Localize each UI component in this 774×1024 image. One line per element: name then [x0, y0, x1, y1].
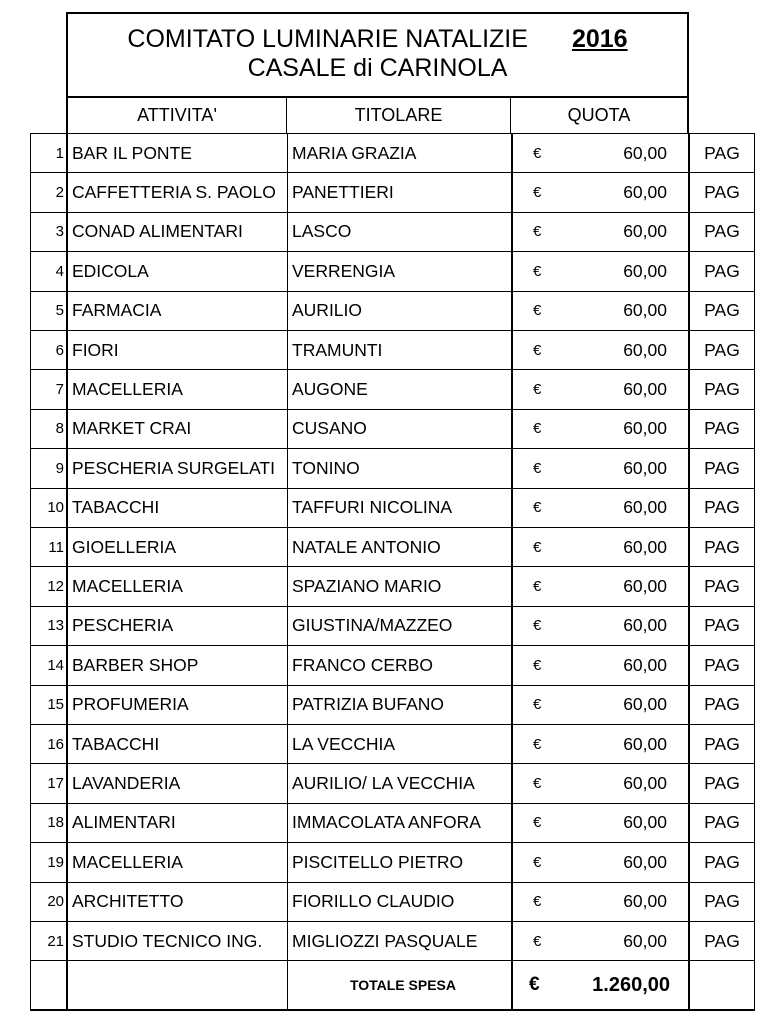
title-year: 2016	[571, 25, 628, 53]
owner-cell: LA VECCHIA	[287, 725, 511, 764]
title-line-2: CASALE di CARINOLA	[247, 54, 508, 82]
quota-amount: 60,00	[623, 536, 667, 557]
row-number: 19	[30, 843, 66, 882]
quota-cell	[511, 134, 688, 173]
owner-cell: AURILIO/ LA VECCHIA	[287, 764, 511, 803]
euro-symbol: €	[533, 381, 542, 399]
activity-cell: BAR IL PONTE	[66, 134, 287, 173]
euro-symbol: €	[533, 420, 542, 438]
euro-symbol: €	[529, 974, 540, 996]
quota-amount: 60,00	[623, 221, 667, 242]
euro-symbol: €	[533, 775, 542, 793]
euro-symbol: €	[533, 499, 542, 517]
table-row	[30, 331, 755, 370]
euro-symbol: €	[533, 341, 542, 359]
activity-cell: CAFFETTERIA S. PAOLO	[66, 173, 287, 212]
euro-symbol: €	[533, 184, 542, 202]
total-status-cell	[688, 961, 755, 1011]
payment-status: PAG	[688, 489, 755, 528]
owner-cell: LASCO	[287, 213, 511, 252]
table-row	[30, 134, 755, 173]
euro-symbol: €	[533, 223, 542, 241]
committee-title: COMITATO LUMINARIE NATALIZIE	[127, 25, 528, 53]
row-number: 13	[30, 607, 66, 646]
header-quota: QUOTA	[510, 97, 689, 134]
activity-cell: PROFUMERIA	[66, 686, 287, 725]
quota-amount: 60,00	[623, 615, 667, 636]
quota-amount: 60,00	[623, 260, 667, 281]
row-number: 4	[30, 252, 66, 291]
owner-cell: PATRIZIA BUFANO	[287, 686, 511, 725]
table-row	[30, 410, 755, 449]
row-number: 1	[30, 134, 66, 173]
quota-cell	[511, 686, 688, 725]
quota-cell	[511, 646, 688, 685]
payment-status: PAG	[688, 567, 755, 606]
row-number: 6	[30, 331, 66, 370]
euro-symbol: €	[533, 617, 542, 635]
table-row	[30, 292, 755, 331]
activity-cell: CONAD ALIMENTARI	[66, 213, 287, 252]
row-number: 15	[30, 686, 66, 725]
table-row	[30, 489, 755, 528]
quota-cell	[511, 489, 688, 528]
table-row	[30, 843, 755, 882]
euro-symbol: €	[533, 932, 542, 950]
row-number: 16	[30, 725, 66, 764]
owner-cell: PANETTIERI	[287, 173, 511, 212]
total-quota-cell	[511, 961, 688, 1011]
quota-amount: 60,00	[623, 379, 667, 400]
activity-cell: ARCHITETTO	[66, 883, 287, 922]
table-row	[30, 252, 755, 291]
table-row	[30, 567, 755, 606]
quota-amount: 60,00	[623, 339, 667, 360]
payment-status: PAG	[688, 843, 755, 882]
payment-status: PAG	[688, 922, 755, 961]
row-number: 12	[30, 567, 66, 606]
table-row	[30, 883, 755, 922]
header-owner: TITOLARE	[286, 97, 511, 134]
payment-status: PAG	[688, 725, 755, 764]
owner-cell: FIORILLO CLAUDIO	[287, 883, 511, 922]
activity-cell: ALIMENTARI	[66, 804, 287, 843]
quota-cell	[511, 764, 688, 803]
quota-cell	[511, 173, 688, 212]
payment-status: PAG	[688, 686, 755, 725]
table-row	[30, 686, 755, 725]
table-row	[30, 173, 755, 212]
euro-symbol: €	[533, 262, 542, 280]
quota-amount: 60,00	[623, 418, 667, 439]
total-row	[30, 961, 755, 1011]
owner-cell: CUSANO	[287, 410, 511, 449]
activity-cell: FIORI	[66, 331, 287, 370]
owner-cell: NATALE ANTONIO	[287, 528, 511, 567]
quota-cell	[511, 449, 688, 488]
table-row	[30, 764, 755, 803]
quota-amount: 60,00	[623, 851, 667, 872]
table-row	[30, 804, 755, 843]
owner-cell: TRAMUNTI	[287, 331, 511, 370]
total-label: TOTALE SPESA	[287, 961, 511, 1011]
quota-cell	[511, 370, 688, 409]
quota-amount: 60,00	[623, 812, 667, 833]
activity-cell: LAVANDERIA	[66, 764, 287, 803]
activity-cell: MACELLERIA	[66, 370, 287, 409]
activity-cell: TABACCHI	[66, 489, 287, 528]
owner-cell: MIGLIOZZI PASQUALE	[287, 922, 511, 961]
owner-cell: VERRENGIA	[287, 252, 511, 291]
quota-amount: 60,00	[623, 930, 667, 951]
quota-cell	[511, 213, 688, 252]
table-row	[30, 213, 755, 252]
total-number-cell	[30, 961, 66, 1011]
payment-status: PAG	[688, 764, 755, 803]
euro-symbol: €	[533, 696, 542, 714]
payment-status: PAG	[688, 331, 755, 370]
payment-status: PAG	[688, 646, 755, 685]
activity-cell: PESCHERIA	[66, 607, 287, 646]
euro-symbol: €	[533, 302, 542, 320]
quota-cell	[511, 528, 688, 567]
quota-cell	[511, 410, 688, 449]
quota-amount: 60,00	[623, 497, 667, 518]
activity-cell: MACELLERIA	[66, 843, 287, 882]
euro-symbol: €	[533, 893, 542, 911]
quota-cell	[511, 843, 688, 882]
payment-status: PAG	[688, 607, 755, 646]
table-row	[30, 449, 755, 488]
quota-amount: 60,00	[623, 142, 667, 163]
row-number: 18	[30, 804, 66, 843]
payment-status: PAG	[688, 528, 755, 567]
table-row	[30, 370, 755, 409]
table-row	[30, 922, 755, 961]
row-number: 2	[30, 173, 66, 212]
activity-cell: FARMACIA	[66, 292, 287, 331]
title-line-1	[68, 25, 687, 54]
payment-status: PAG	[688, 213, 755, 252]
euro-symbol: €	[533, 853, 542, 871]
owner-cell: IMMACOLATA ANFORA	[287, 804, 511, 843]
row-number: 9	[30, 449, 66, 488]
payment-status: PAG	[688, 173, 755, 212]
quota-cell	[511, 292, 688, 331]
activity-cell: MARKET CRAI	[66, 410, 287, 449]
quota-cell	[511, 725, 688, 764]
quota-amount: 60,00	[623, 654, 667, 675]
row-number: 21	[30, 922, 66, 961]
quota-cell	[511, 567, 688, 606]
euro-symbol: €	[533, 735, 542, 753]
quota-amount: 60,00	[623, 773, 667, 794]
quota-cell	[511, 331, 688, 370]
header-activity: ATTIVITA'	[66, 97, 287, 134]
quota-cell	[511, 922, 688, 961]
payment-status: PAG	[688, 449, 755, 488]
euro-symbol: €	[533, 459, 542, 477]
payment-status: PAG	[688, 292, 755, 331]
owner-cell: TAFFURI NICOLINA	[287, 489, 511, 528]
activity-cell: GIOELLERIA	[66, 528, 287, 567]
activity-cell: STUDIO TECNICO ING.	[66, 922, 287, 961]
owner-cell: MARIA GRAZIA	[287, 134, 511, 173]
quota-amount: 60,00	[623, 891, 667, 912]
euro-symbol: €	[533, 656, 542, 674]
quota-amount: 60,00	[623, 182, 667, 203]
row-number: 14	[30, 646, 66, 685]
owner-cell: FRANCO CERBO	[287, 646, 511, 685]
row-number: 11	[30, 528, 66, 567]
payment-status: PAG	[688, 883, 755, 922]
activity-cell: EDICOLA	[66, 252, 287, 291]
activity-cell: PESCHERIA SURGELATI	[66, 449, 287, 488]
activity-cell: TABACCHI	[66, 725, 287, 764]
quota-cell	[511, 804, 688, 843]
row-number: 17	[30, 764, 66, 803]
table-row	[30, 528, 755, 567]
row-number: 20	[30, 883, 66, 922]
owner-cell: SPAZIANO MARIO	[287, 567, 511, 606]
quota-amount: 60,00	[623, 694, 667, 715]
owner-cell: AURILIO	[287, 292, 511, 331]
quota-cell	[511, 607, 688, 646]
table-row	[30, 725, 755, 764]
row-number: 3	[30, 213, 66, 252]
payment-status: PAG	[688, 804, 755, 843]
total-activity-cell	[66, 961, 287, 1011]
payment-status: PAG	[688, 370, 755, 409]
quota-cell	[511, 252, 688, 291]
row-number: 8	[30, 410, 66, 449]
euro-symbol: €	[533, 814, 542, 832]
table-row	[30, 607, 755, 646]
row-number: 7	[30, 370, 66, 409]
quota-amount: 60,00	[623, 576, 667, 597]
payment-status: PAG	[688, 134, 755, 173]
row-number: 10	[30, 489, 66, 528]
row-number: 5	[30, 292, 66, 331]
euro-symbol: €	[533, 578, 542, 596]
owner-cell: TONINO	[287, 449, 511, 488]
euro-symbol: €	[533, 144, 542, 162]
payment-status: PAG	[688, 410, 755, 449]
table-row	[30, 646, 755, 685]
quota-amount: 60,00	[623, 457, 667, 478]
owner-cell: AUGONE	[287, 370, 511, 409]
activity-cell: MACELLERIA	[66, 567, 287, 606]
quota-cell	[511, 883, 688, 922]
payment-status: PAG	[688, 252, 755, 291]
euro-symbol: €	[533, 538, 542, 556]
title-block	[66, 12, 689, 98]
owner-cell: GIUSTINA/MAZZEO	[287, 607, 511, 646]
total-amount: 1.260,00	[592, 973, 670, 996]
quota-amount: 60,00	[623, 733, 667, 754]
owner-cell: PISCITELLO PIETRO	[287, 843, 511, 882]
quota-amount: 60,00	[623, 300, 667, 321]
activity-cell: BARBER SHOP	[66, 646, 287, 685]
